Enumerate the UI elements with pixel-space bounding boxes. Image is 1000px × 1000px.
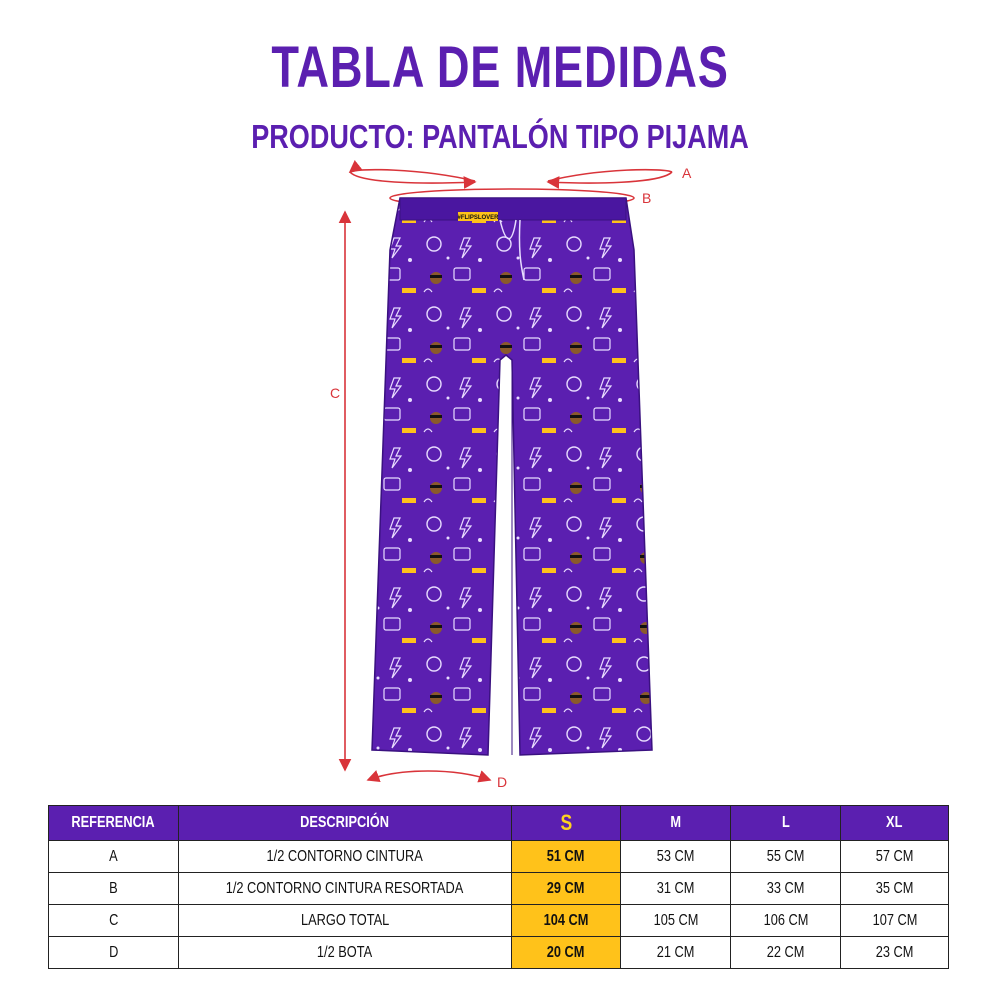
cell-size-l: 55 CM — [731, 841, 841, 873]
cell-size-m: 53 CM — [621, 841, 731, 873]
cell-description: 1/2 BOTA — [178, 937, 511, 969]
cell-size-l: 22 CM — [731, 937, 841, 969]
cell-size-xl: 23 CM — [841, 937, 949, 969]
measure-d-arrow — [368, 771, 507, 790]
header-size-s: S — [511, 806, 621, 841]
cell-reference: A — [49, 841, 179, 873]
cell-reference: C — [49, 905, 179, 937]
cell-size-s: 29 CM — [511, 873, 621, 905]
table-row — [49, 873, 949, 905]
pants-illustration — [372, 198, 652, 755]
pants-measurement-diagram — [0, 160, 1000, 800]
cell-size-xl: 35 CM — [841, 873, 949, 905]
cell-size-s: 104 CM — [511, 905, 621, 937]
cell-size-l: 106 CM — [731, 905, 841, 937]
header-size-l: L — [731, 806, 841, 841]
cell-size-m: 31 CM — [621, 873, 731, 905]
cell-reference: B — [49, 873, 179, 905]
table-row — [49, 937, 949, 969]
measure-a-arrow — [350, 165, 692, 183]
header-descripcion: DESCRIPCIÓN — [178, 806, 511, 841]
measure-c-label: C — [330, 385, 341, 401]
size-table-header — [49, 806, 949, 841]
cell-size-s: 51 CM — [511, 841, 621, 873]
size-table — [48, 805, 949, 969]
measure-d-label: D — [497, 774, 508, 790]
cell-description: LARGO TOTAL — [178, 905, 511, 937]
cell-reference: D — [49, 937, 179, 969]
measure-b-label: B — [642, 190, 652, 206]
header-referencia: REFERENCIA — [49, 806, 179, 841]
page-title: TABLA DE MEDIDAS — [271, 35, 729, 100]
header-size-xl: XL — [841, 806, 949, 841]
cell-size-m: 105 CM — [621, 905, 731, 937]
cell-size-m: 21 CM — [621, 937, 731, 969]
table-row — [49, 905, 949, 937]
measure-a-label: A — [682, 165, 692, 181]
table-row — [49, 841, 949, 873]
cell-size-xl: 57 CM — [841, 841, 949, 873]
print-tag-label: #FLIPSLOVER — [457, 215, 499, 221]
measure-c-arrow — [330, 212, 345, 770]
header-size-m: M — [621, 806, 731, 841]
cell-description: 1/2 CONTORNO CINTURA RESORTADA — [178, 873, 511, 905]
cell-description: 1/2 CONTORNO CINTURA — [178, 841, 511, 873]
product-subtitle: PRODUCTO: PANTALÓN TIPO PIJAMA — [251, 118, 749, 155]
cell-size-s: 20 CM — [511, 937, 621, 969]
cell-size-xl: 107 CM — [841, 905, 949, 937]
cell-size-l: 33 CM — [731, 873, 841, 905]
